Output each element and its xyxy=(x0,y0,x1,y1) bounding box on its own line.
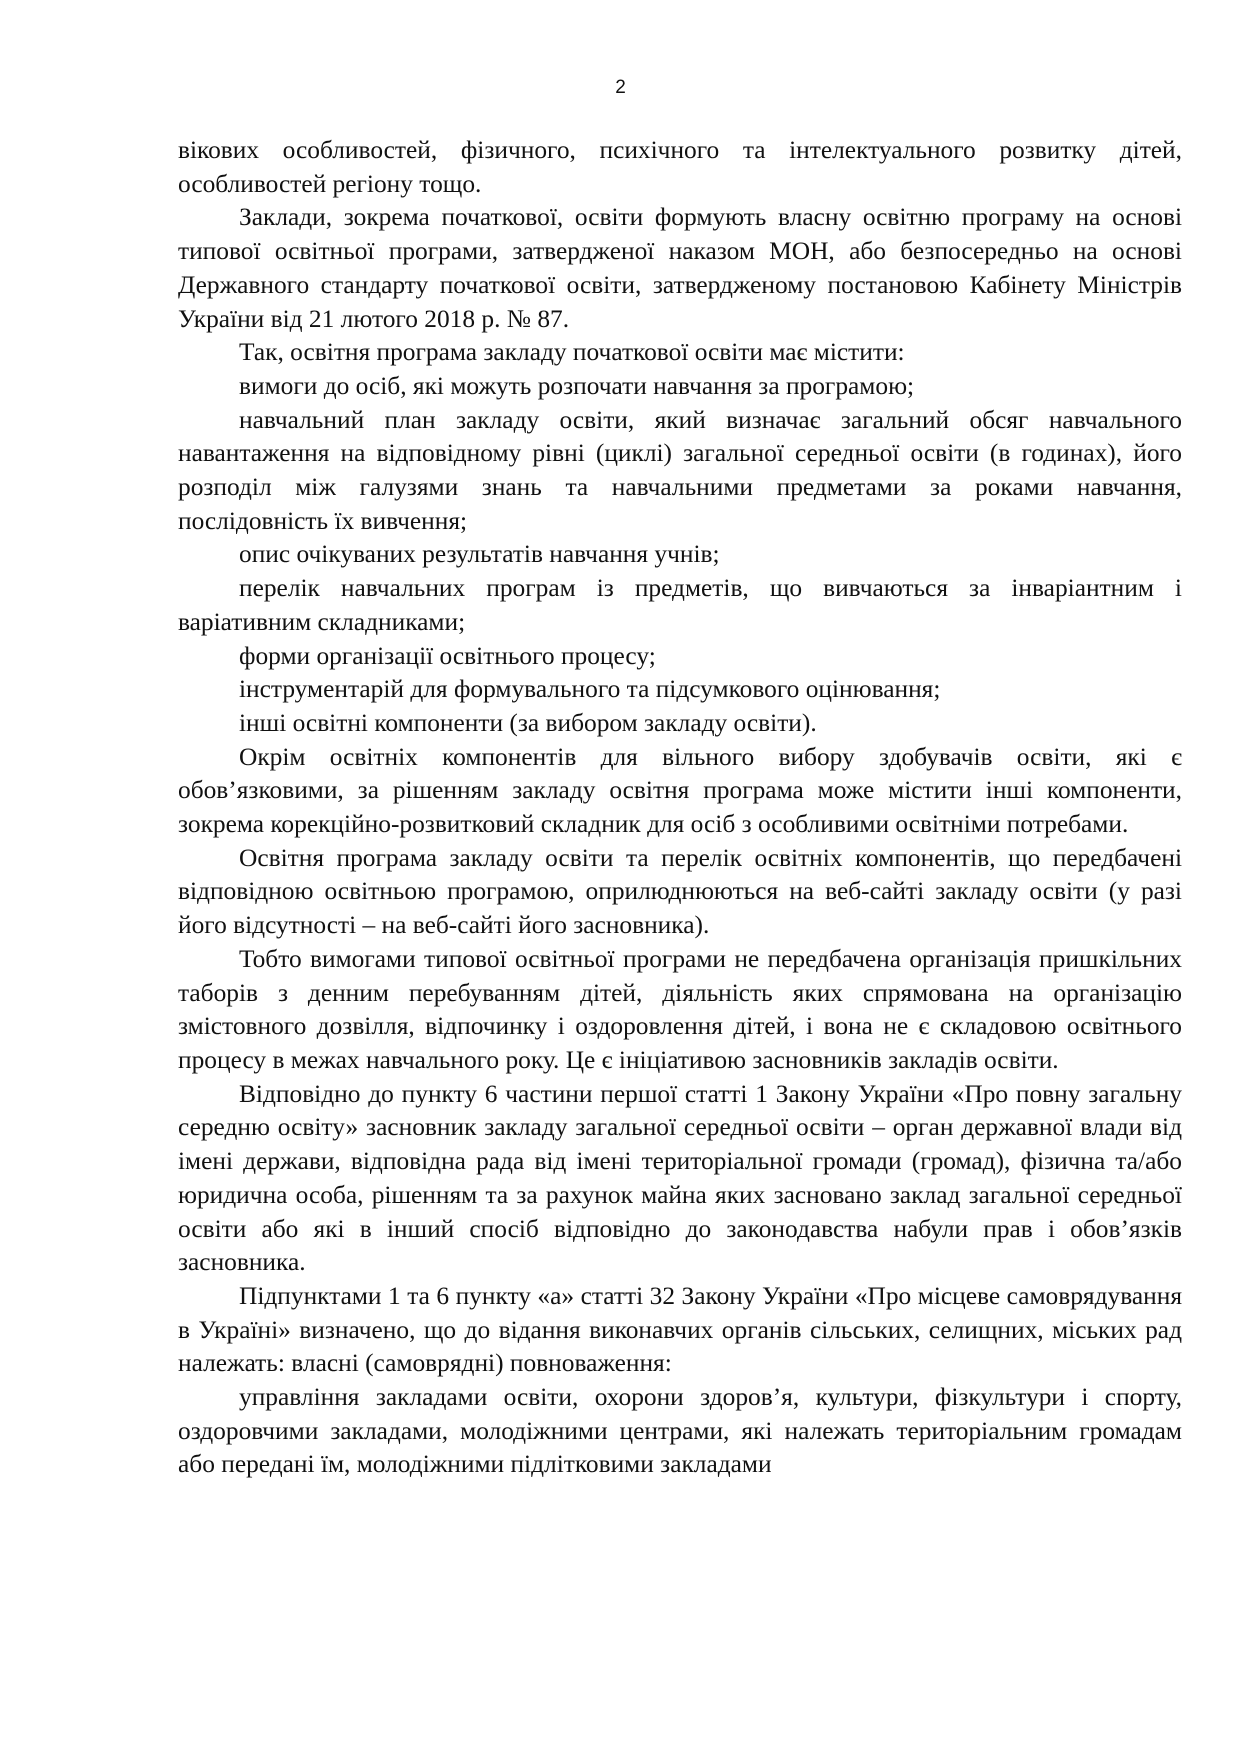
paragraph-3: Так, освітня програма закладу початкової освіти має містити: xyxy=(239,338,905,367)
list-item-3: опис очікуваних результатів навчання учнів; xyxy=(239,540,720,569)
paragraph-9: управління закладами освіти, охорони здоров’я, культури, фізкультури і спорту, оздоровчими закладами, молодіжними центрами, які належать територіальним громадам або передані їм, молодіжними підлітковими закладами xyxy=(178,1383,1182,1479)
paragraph-2: Заклади, зокрема початкової, освіти формують власну освітню програму на основі типової освітньої програми, затвердженої наказом МОН, або безпосередньо на основі Державного стандарту початкової освіти, затвердженому постановою Кабінету Міністрів України від 21 лютого 2018 р. № 87. xyxy=(178,203,1182,333)
paragraph-7: Відповідно до пункту 6 частини першої статті 1 Закону України «Про повну загальну середню освіту» засновник закладу загальної середньої освіти – орган державної влади від імені держави, відповідна рада від імені територіальної громади (громад), фізична та/або юридична особа, рішенням та за рахунок майна яких засновано заклад загальної середньої освіти або які в інший спосіб відповідно до законодавства набули прав і обов’язків засновника. xyxy=(178,1079,1182,1277)
paragraph-4: Окрім освітніх компонентів для вільного вибору здобувачів освіти, які є обов’язковими, за рішенням закладу освітня програма може містити інші компоненти, зокрема корекційно-розвитковий складник для осіб з особливими освітніми потребами. xyxy=(178,742,1182,839)
paragraph-6: Тобто вимогами типової освітньої програми не передбачена організація пришкільних таборів з денним перебуванням дітей, діяльність яких спрямована на організацію змістовного дозвілля, відпочинку і оздоровлення дітей, і вона не є складовою освітнього процесу в межах навчального року. Це є ініціативою засновників закладів освіти. xyxy=(178,944,1182,1074)
list-item-5: форми організації освітнього процесу; xyxy=(239,641,656,670)
paragraph-1: вікових особливостей, фізичного, психічного та інтелектуального розвитку дітей, особливостей регіону тощо. xyxy=(178,136,1182,198)
paragraph-8: Підпунктами 1 та 6 пункту «а» статті 32 Закону України «Про місцеве самоврядування в Україні» визначено, що до відання виконавчих органів сільських, селищних, міських рад належать: власні (самоврядні) повноваження: xyxy=(178,1281,1182,1378)
list-item-1: вимоги до осіб, які можуть розпочати навчання за програмою; xyxy=(239,371,915,400)
document-body xyxy=(178,134,1182,1482)
page-number: 2 xyxy=(615,77,626,98)
list-item-6: інструментарій для формувального та підсумкового оцінювання; xyxy=(239,675,941,704)
list-item-7: інші освітні компоненти (за вибором закладу освіти). xyxy=(239,708,817,737)
list-item-2: навчальний план закладу освіти, який визначає загальний обсяг навчального навантаження на відповідному рівні (циклі) загальної середньої освіти (в годинах), його розподіл між галузями знань та навчальними предметами за роками навчання, послідовність їх вивчення; xyxy=(178,405,1182,535)
paragraph-5: Освітня програма закладу освіти та перелік освітніх компонентів, що передбачені відповідною освітньою програмою, оприлюднюються на веб-сайті закладу освіти (у разі його відсутності – на веб-сайті його засновника). xyxy=(178,843,1182,940)
list-item-4: перелік навчальних програм із предметів, що вивчаються за інваріантним і варіативним складниками; xyxy=(178,574,1182,636)
